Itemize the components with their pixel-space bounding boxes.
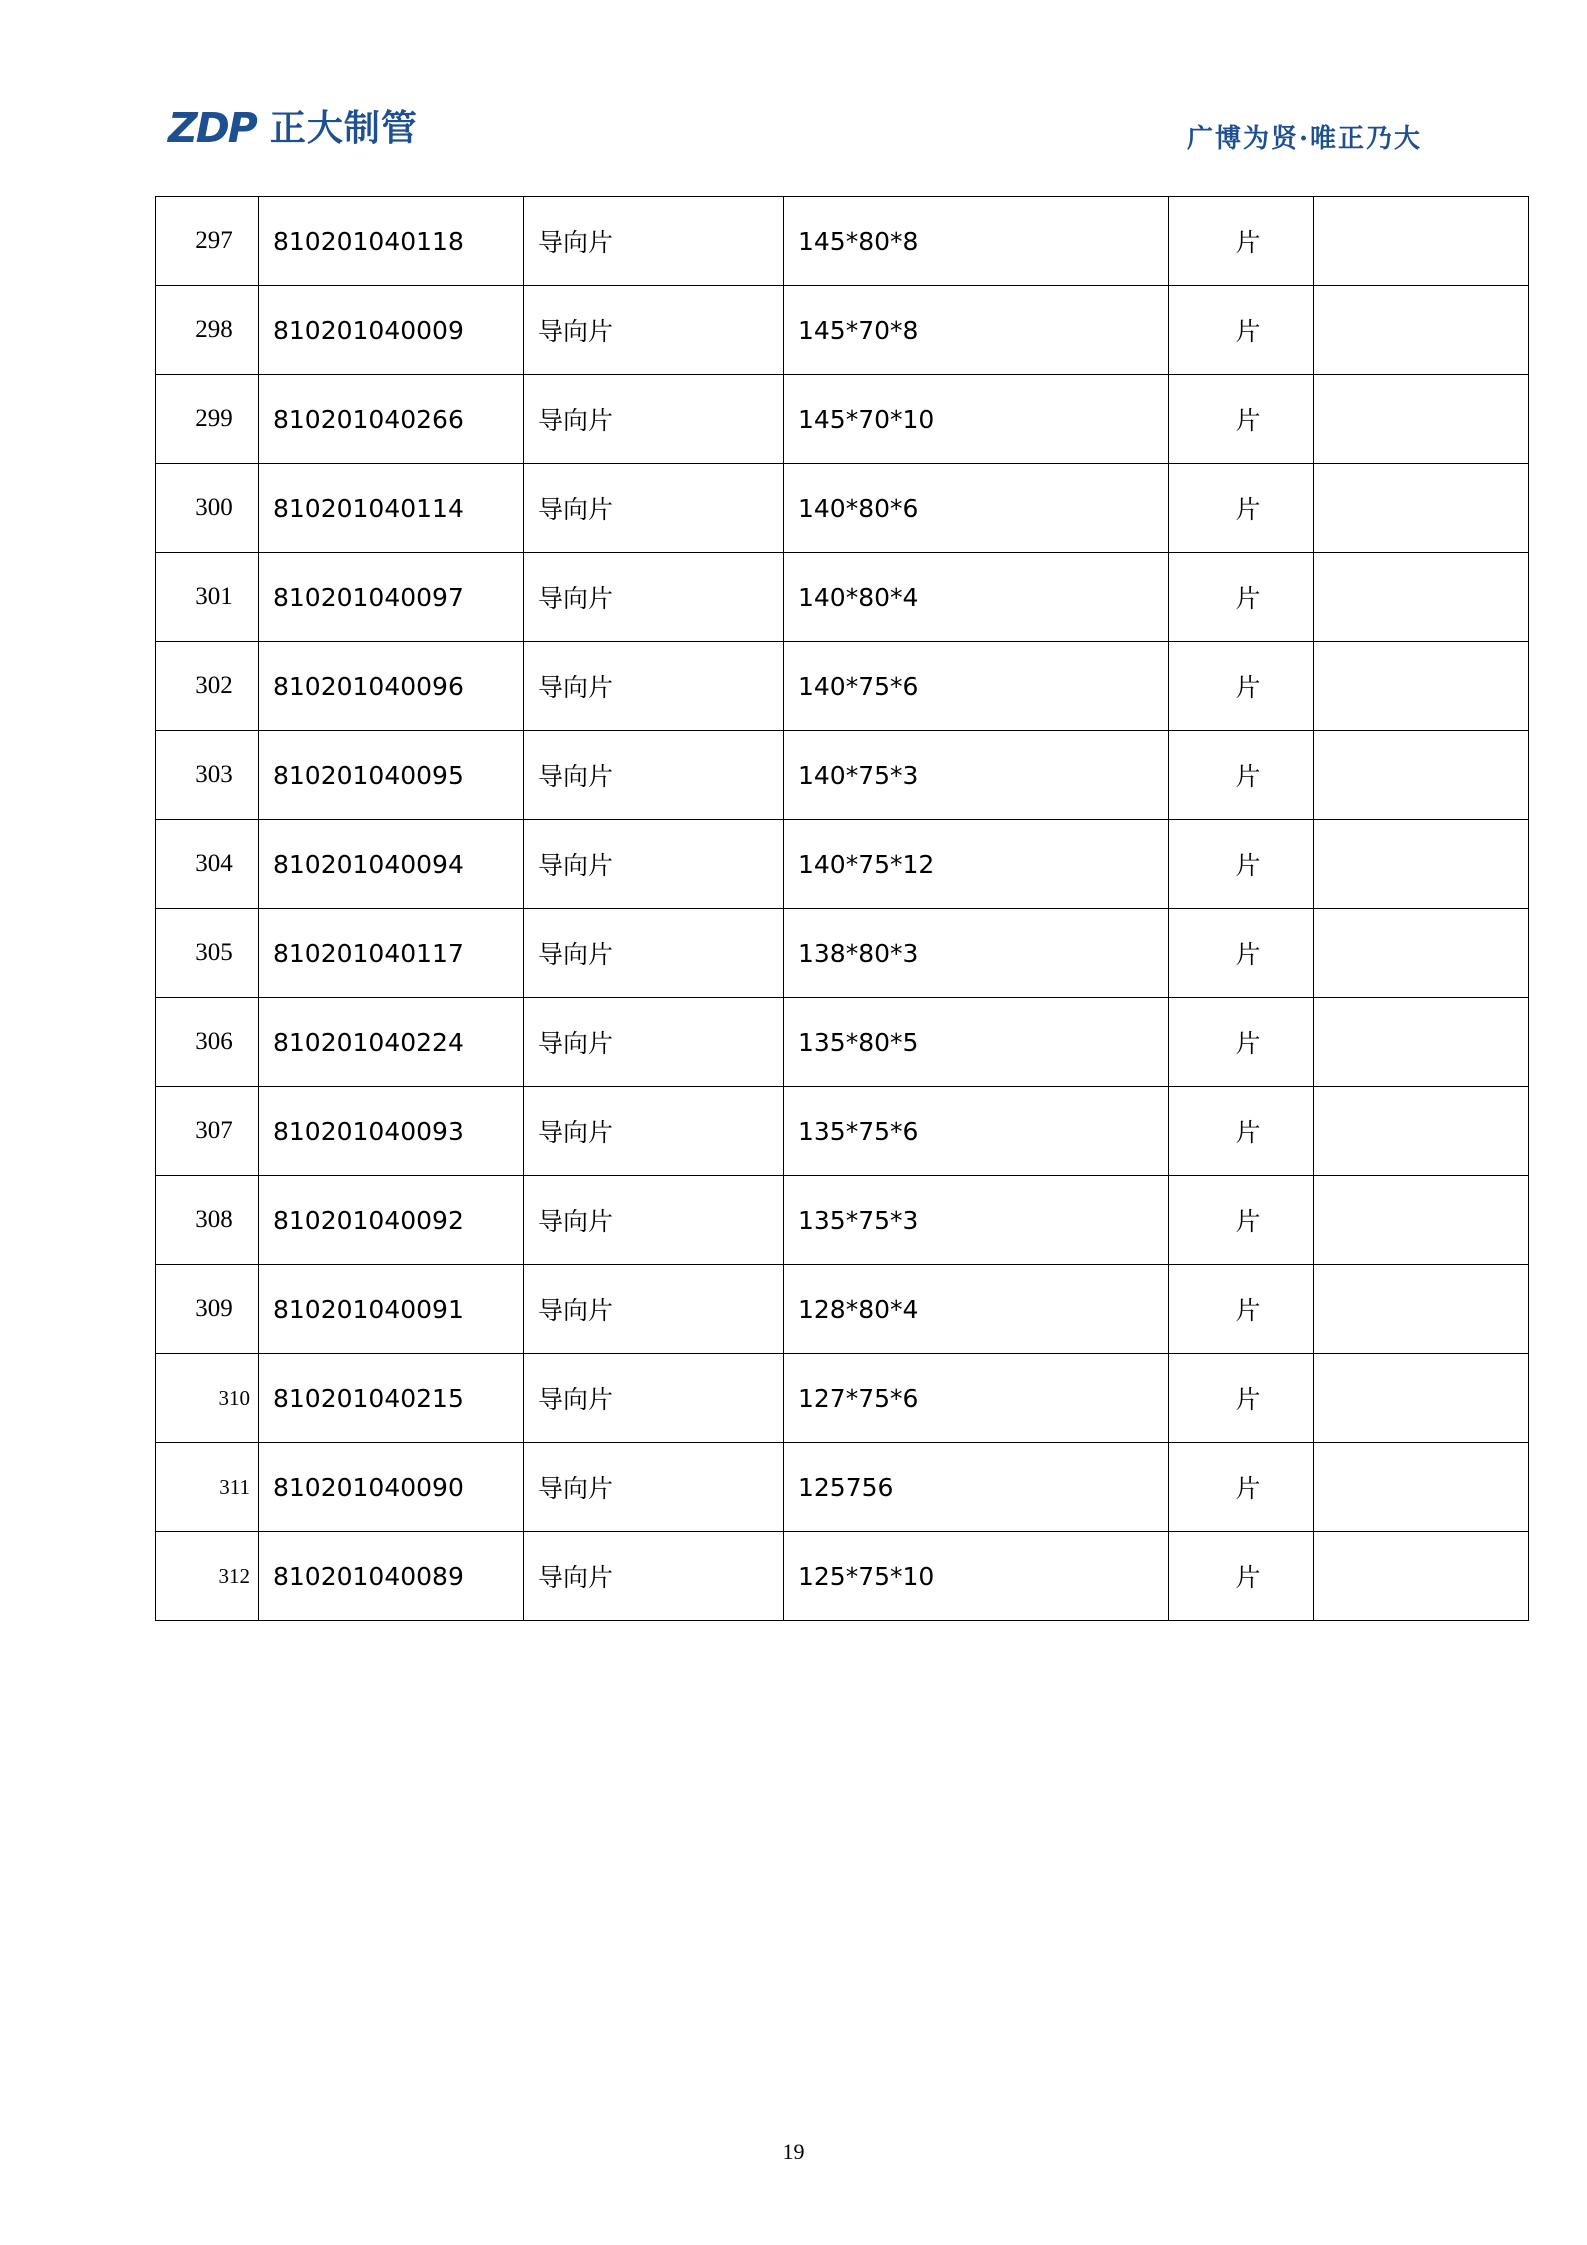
- cell-material-name: 导向片: [524, 286, 784, 375]
- cell-material-name: 导向片: [524, 1532, 784, 1621]
- cell-unit: 片: [1169, 1087, 1314, 1176]
- cell-material-code: 810201040092: [259, 1176, 524, 1265]
- table-row: [156, 1443, 1529, 1532]
- cell-unit: 片: [1169, 464, 1314, 553]
- cell-material-name: 导向片: [524, 642, 784, 731]
- cell-specification: 138*80*3: [784, 909, 1169, 998]
- cell-unit: 片: [1169, 1443, 1314, 1532]
- cell-material-code: 810201040266: [259, 375, 524, 464]
- cell-material-code: 810201040118: [259, 197, 524, 286]
- table-row: [156, 998, 1529, 1087]
- cell-unit: 片: [1169, 820, 1314, 909]
- cell-unit: 片: [1169, 375, 1314, 464]
- cell-index: 308: [156, 1176, 259, 1265]
- cell-material-code: 810201040096: [259, 642, 524, 731]
- cell-extra: [1314, 642, 1529, 731]
- cell-unit: 片: [1169, 197, 1314, 286]
- materials-table: [155, 196, 1529, 1621]
- cell-extra: [1314, 1354, 1529, 1443]
- cell-material-code: 810201040089: [259, 1532, 524, 1621]
- cell-extra: [1314, 1087, 1529, 1176]
- cell-unit: 片: [1169, 553, 1314, 642]
- cell-specification: 135*75*3: [784, 1176, 1169, 1265]
- cell-material-code: 810201040224: [259, 998, 524, 1087]
- cell-extra: [1314, 197, 1529, 286]
- cell-unit: 片: [1169, 286, 1314, 375]
- cell-material-code: 810201040095: [259, 731, 524, 820]
- cell-material-code: 810201040009: [259, 286, 524, 375]
- cell-material-name: 导向片: [524, 553, 784, 642]
- table-row: [156, 909, 1529, 998]
- cell-extra: [1314, 909, 1529, 998]
- cell-extra: [1314, 1532, 1529, 1621]
- table-row: [156, 642, 1529, 731]
- cell-extra: [1314, 375, 1529, 464]
- cell-unit: 片: [1169, 1176, 1314, 1265]
- cell-specification: 140*75*6: [784, 642, 1169, 731]
- cell-material-code: 810201040097: [259, 553, 524, 642]
- cell-index: 300: [156, 464, 259, 553]
- company-logo: [168, 104, 418, 152]
- cell-material-name: 导向片: [524, 1443, 784, 1532]
- cell-material-name: 导向片: [524, 820, 784, 909]
- cell-specification: 140*75*3: [784, 731, 1169, 820]
- cell-specification: 135*75*6: [784, 1087, 1169, 1176]
- page-header: [155, 104, 1432, 168]
- cell-unit: 片: [1169, 998, 1314, 1087]
- cell-specification: 135*80*5: [784, 998, 1169, 1087]
- cell-index: 310: [156, 1354, 259, 1443]
- cell-index: 298: [156, 286, 259, 375]
- cell-specification: 145*80*8: [784, 197, 1169, 286]
- cell-specification: 140*80*4: [784, 553, 1169, 642]
- cell-specification: 145*70*8: [784, 286, 1169, 375]
- cell-extra: [1314, 998, 1529, 1087]
- table-row: [156, 553, 1529, 642]
- table-row: [156, 1176, 1529, 1265]
- table-row: [156, 1532, 1529, 1621]
- table-row: [156, 1354, 1529, 1443]
- table-row: [156, 820, 1529, 909]
- cell-index: 312: [156, 1532, 259, 1621]
- cell-index: 309: [156, 1265, 259, 1354]
- cell-material-code: 810201040215: [259, 1354, 524, 1443]
- cell-material-name: 导向片: [524, 197, 784, 286]
- cell-index: 302: [156, 642, 259, 731]
- cell-material-code: 810201040114: [259, 464, 524, 553]
- table-row: [156, 375, 1529, 464]
- cell-unit: 片: [1169, 642, 1314, 731]
- cell-material-name: 导向片: [524, 731, 784, 820]
- logo-mark-text: ZDP: [168, 104, 256, 152]
- cell-index: 297: [156, 197, 259, 286]
- cell-specification: 127*75*6: [784, 1354, 1169, 1443]
- cell-extra: [1314, 553, 1529, 642]
- cell-material-code: 810201040094: [259, 820, 524, 909]
- table-row: [156, 731, 1529, 820]
- cell-specification: 125*75*10: [784, 1532, 1169, 1621]
- cell-material-name: 导向片: [524, 1265, 784, 1354]
- table-row: [156, 464, 1529, 553]
- cell-material-name: 导向片: [524, 1354, 784, 1443]
- cell-material-name: 导向片: [524, 1176, 784, 1265]
- cell-material-name: 导向片: [524, 909, 784, 998]
- cell-index: 299: [156, 375, 259, 464]
- cell-specification: 125756: [784, 1443, 1169, 1532]
- cell-extra: [1314, 820, 1529, 909]
- table-row: [156, 1265, 1529, 1354]
- cell-specification: 140*75*12: [784, 820, 1169, 909]
- cell-extra: [1314, 1176, 1529, 1265]
- cell-unit: 片: [1169, 731, 1314, 820]
- cell-unit: 片: [1169, 1265, 1314, 1354]
- cell-material-code: 810201040093: [259, 1087, 524, 1176]
- table-row: [156, 1087, 1529, 1176]
- cell-specification: 128*80*4: [784, 1265, 1169, 1354]
- cell-index: 301: [156, 553, 259, 642]
- cell-extra: [1314, 286, 1529, 375]
- cell-material-code: 810201040090: [259, 1443, 524, 1532]
- table-row: [156, 286, 1529, 375]
- table-body: [156, 197, 1529, 1621]
- cell-material-name: 导向片: [524, 998, 784, 1087]
- cell-index: 306: [156, 998, 259, 1087]
- cell-index: 305: [156, 909, 259, 998]
- page-number: 19: [782, 2139, 805, 2164]
- table-row: [156, 197, 1529, 286]
- cell-index: 303: [156, 731, 259, 820]
- cell-unit: 片: [1169, 909, 1314, 998]
- cell-material-code: 810201040117: [259, 909, 524, 998]
- cell-extra: [1314, 1443, 1529, 1532]
- cell-extra: [1314, 1265, 1529, 1354]
- logo-company-name: 正大制管: [269, 107, 418, 149]
- cell-extra: [1314, 731, 1529, 820]
- cell-specification: 140*80*6: [784, 464, 1169, 553]
- cell-index: 307: [156, 1087, 259, 1176]
- cell-material-code: 810201040091: [259, 1265, 524, 1354]
- company-slogan: 广博为贤·唯正乃大: [1186, 124, 1422, 154]
- cell-specification: 145*70*10: [784, 375, 1169, 464]
- cell-index: 304: [156, 820, 259, 909]
- cell-unit: 片: [1169, 1354, 1314, 1443]
- cell-extra: [1314, 464, 1529, 553]
- cell-material-name: 导向片: [524, 464, 784, 553]
- cell-material-name: 导向片: [524, 375, 784, 464]
- cell-unit: 片: [1169, 1532, 1314, 1621]
- cell-material-name: 导向片: [524, 1087, 784, 1176]
- cell-index: 311: [156, 1443, 259, 1532]
